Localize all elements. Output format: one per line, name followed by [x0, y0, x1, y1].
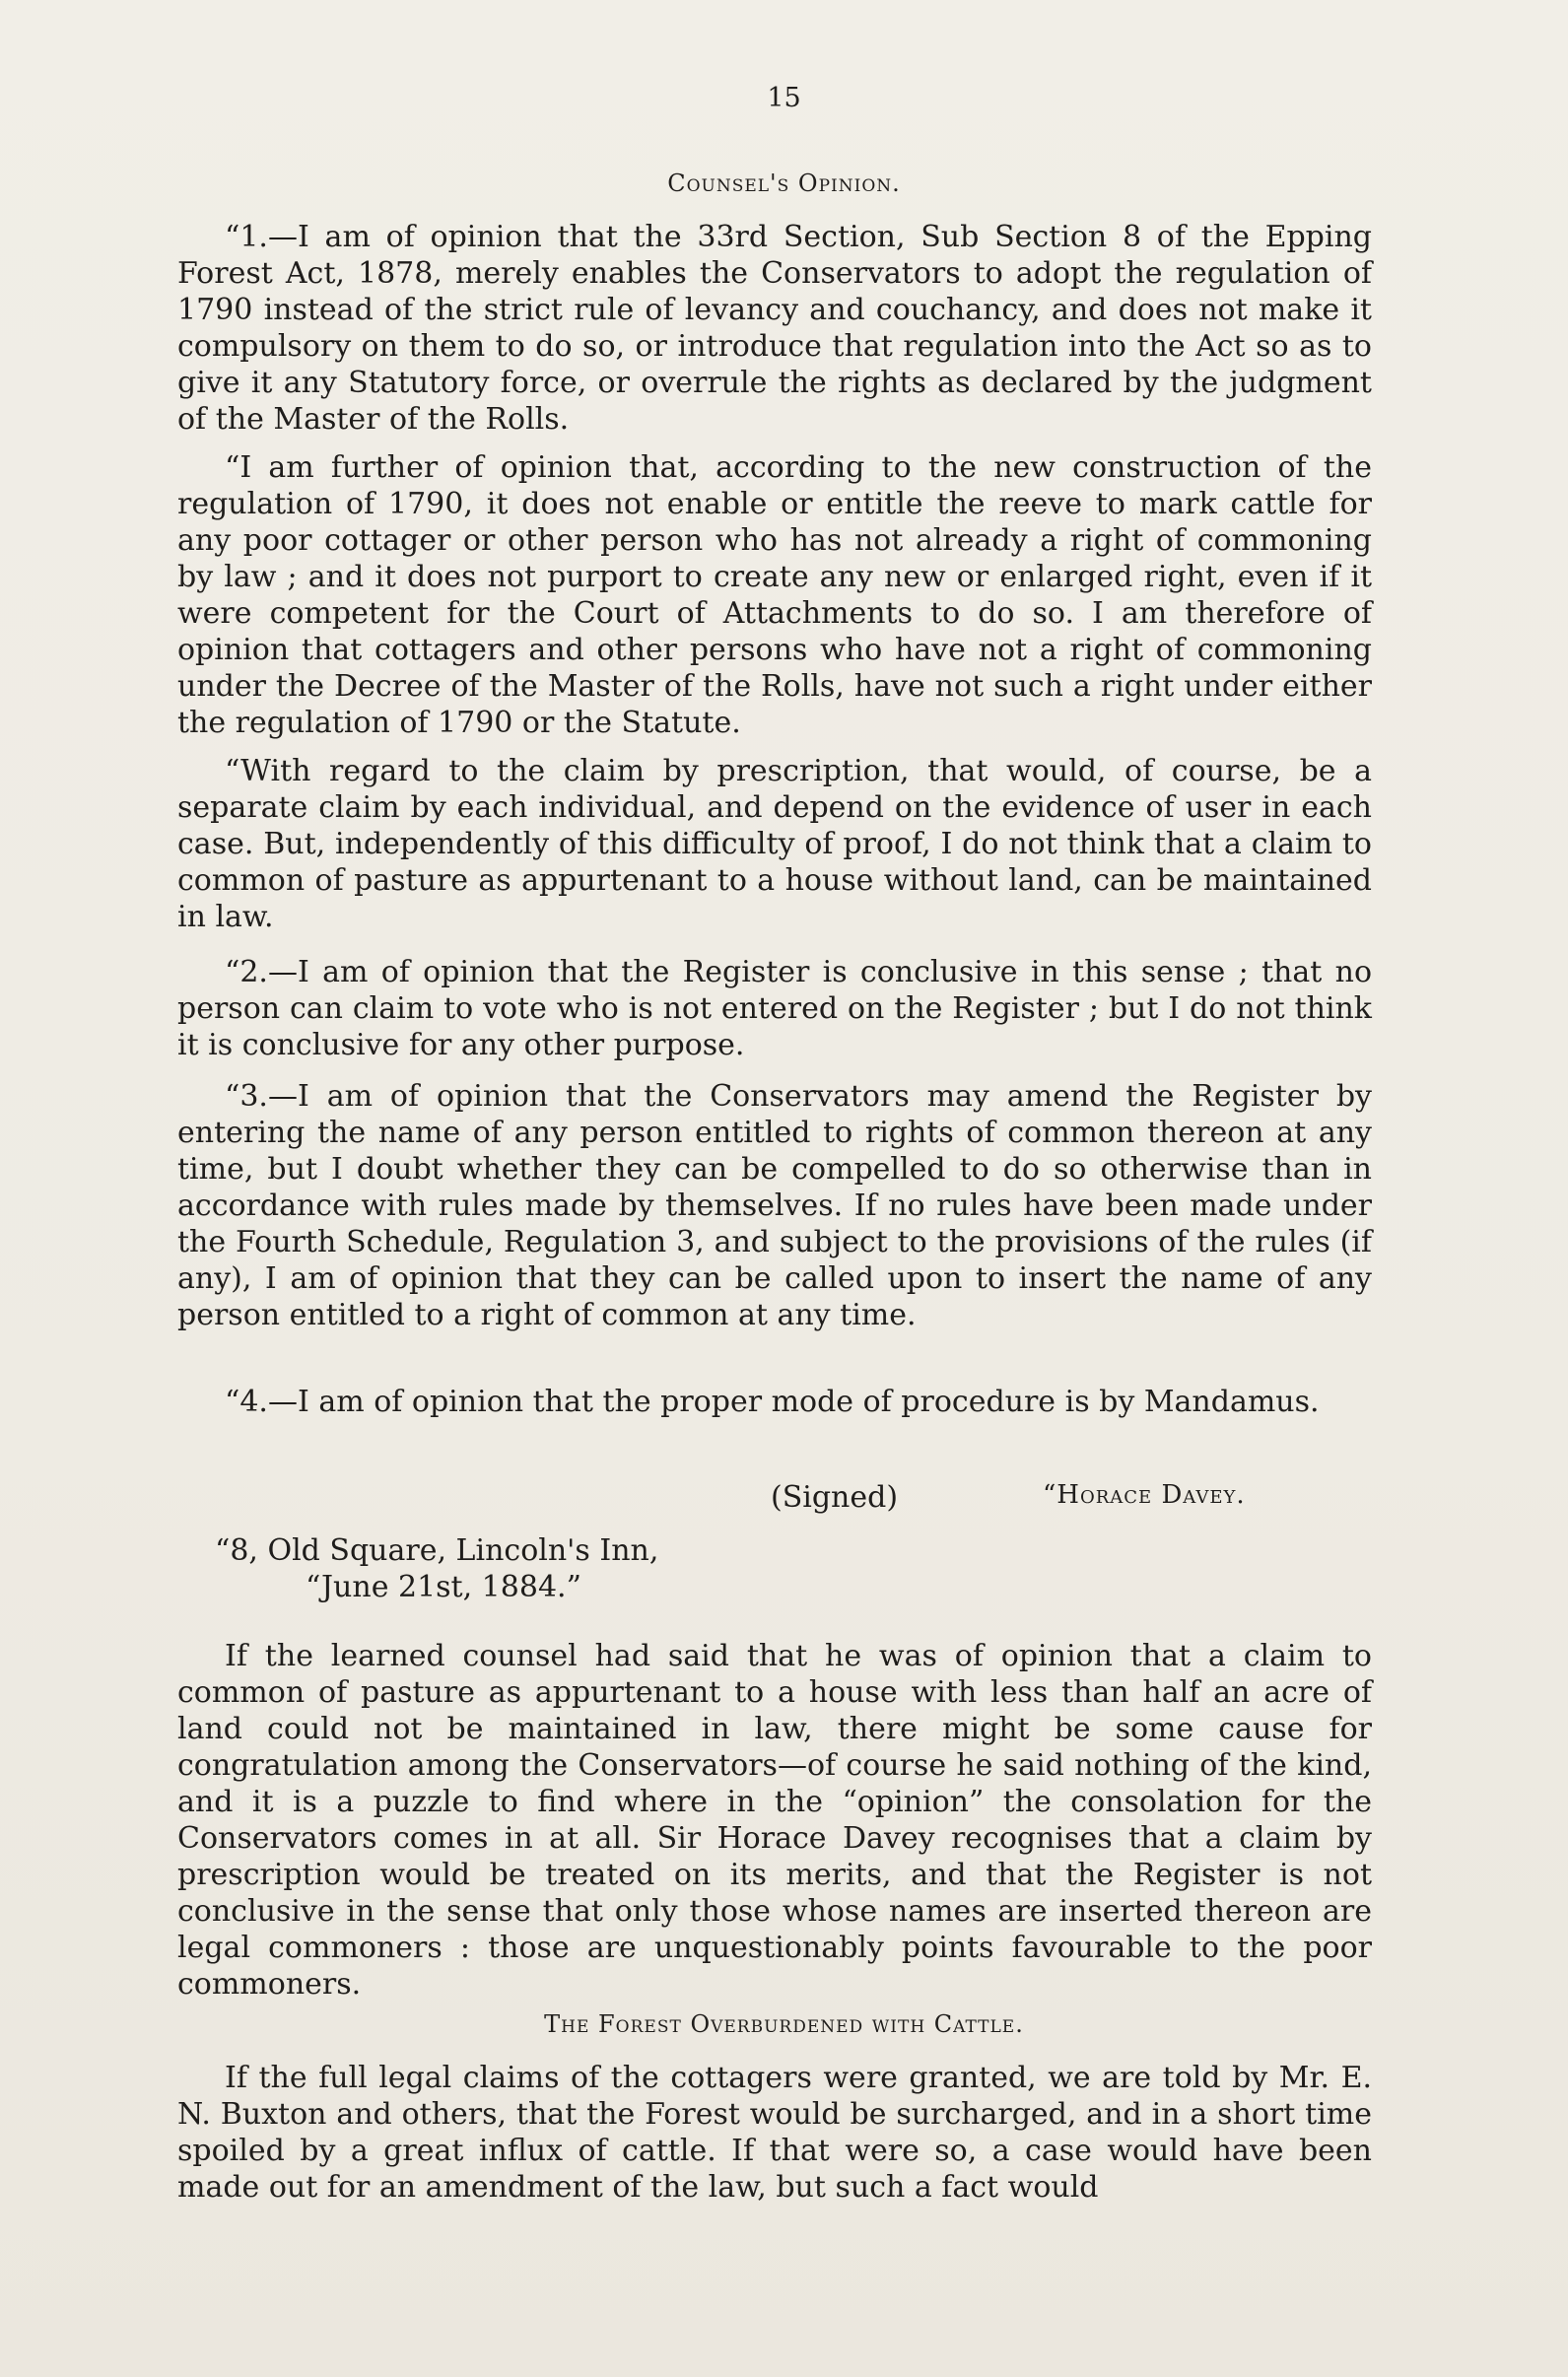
opinion-paragraph-5: “3.—I am of opinion that the Conservators may amend the Register by entering the name of any person entitled to rights of common thereon at any time, but I doubt whether they can be compelled to do so otherwise than in accordance with rules made by themselves. If no rules have been made under the Fourth Schedule, Regulation 3, and subject to the provisions of the rules (if any), I am of opinion that they can be called upon to insert the name of any person entitled to a right of common at any time. — [177, 1079, 1372, 1332]
signatory-name: “Horace Davey. — [1043, 1480, 1246, 1510]
address-line: “8, Old Square, Lincoln's Inn, — [215, 1533, 659, 1568]
opinion-paragraph-4: “2.—I am of opinion that the Register is conclusive in this sense ; that no person can claim to vote who is not entered on the Register ; but I do not think it is conclusive for any other purpose. — [177, 955, 1372, 1062]
opinion-paragraph-1: “1.—I am of opinion that the 33rd Section, Sub Section 8 of the Epping Forest Act, 1878, merely enables the Conservators to adopt the regulation of 1790 instead of the strict rule of levancy and couchancy, and does not make it compulsory on them to do so, or introduce that regulation into the Act so as to give it any Statutory force, or overrule the rights as declared by the judgment of the Master of the Rolls. — [177, 220, 1372, 437]
section-title-counsels-opinion: Counsel's Opinion. — [667, 170, 901, 197]
opinion-paragraph-3: “With regard to the claim by prescription, that would, of course, be a separate claim by each individual, and depend on the evidence of user in each case. But, independently of this difficulty of proof, I do not think that a claim to common of pasture as appurtenant to a house without land, can be maintained in law. — [177, 754, 1372, 934]
forest-paragraph-1: If the full legal claims of the cottagers were granted, we are told by Mr. E. N. Buxton and others, that the Forest would be surcharged, and in a short time spoiled by a great influx of cattle. If that were so, a case would have been made out for an amendment of the law, but such a fact would — [177, 2061, 1372, 2205]
opinion-paragraph-2: “I am further of opinion that, according to the new construction of the regulation of 1790, it does not enable or entitle the reeve to mark cattle for any poor cottager or other person who has not already a right of commoning by law ; and it does not purport to create any new or enlarged right, even if it were competent for the Court of Attachments to do so. I am therefore of opinion that cottagers and other persons who have not a right of commoning under the Decree of the Master of the Rolls, have not such a right under either the regulation of 1790 or the Statute. — [177, 450, 1372, 740]
page-number: 15 — [767, 83, 801, 113]
section-title-forest-overburdened: The Forest Overburdened with Cattle. — [544, 2010, 1024, 2038]
date-line: “June 21st, 1884.” — [306, 1570, 581, 1604]
commentary-paragraph: If the learned counsel had said that he was of opinion that a claim to common of pasture as appurtenant to a house with less than half an acre of land could not be maintained in law, there might be some cause for congratulation among the Conservators—of course he said nothing of the kind, and it is a puzzle to find where in the “opinion” the consolation for the Conservators comes in at all. Sir Horace Davey recognises that a claim by prescription would be treated on its merits, and that the Register is not conclusive in the sense that only those whose names are inserted thereon are legal commoners : those are unquestionably points favourable to the poor commoners. — [177, 1639, 1372, 2002]
signed-label: (Signed) — [771, 1480, 899, 1515]
opinion-paragraph-6: “4.—I am of opinion that the proper mode of procedure is by Mandamus. — [225, 1385, 1320, 1419]
